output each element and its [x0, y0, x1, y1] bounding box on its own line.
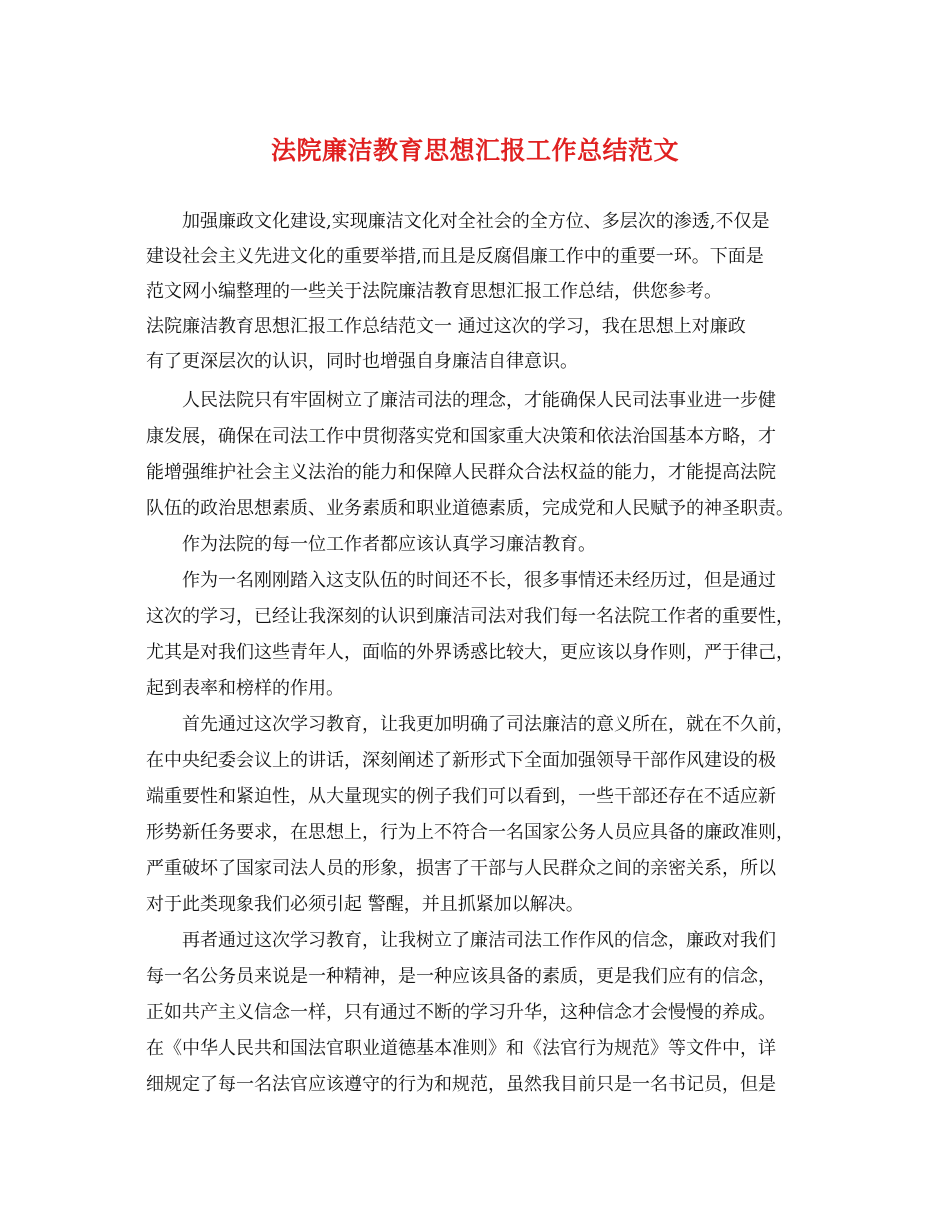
paragraph-line: 作为一名刚刚踏入这支队伍的时间还不长，很多事情还未经历过，但是通过 — [182, 570, 776, 591]
paragraph-line: 起到表率和榜样的作用。 — [146, 678, 344, 699]
paragraph-line: 建设社会主义先进文化的重要举措,而且是反腐倡廉工作中的重要一环。下面是 — [146, 246, 764, 267]
document-title: 法院廉洁教育思想汇报工作总结范文 — [270, 136, 679, 165]
paragraph-line: 尤其是对我们这些青年人，面临的外界诱惑比较大，更应该以身作则，严于律己， — [146, 642, 794, 663]
paragraph-line: 作为法院的每一位工作者都应该认真学习廉洁教育。 — [182, 534, 596, 555]
paragraph-line: 再者通过这次学习教育，让我树立了廉洁司法工作作风的信念，廉政对我们 — [182, 930, 776, 951]
paragraph-line: 法院廉洁教育思想汇报工作总结范文一 通过这次的学习，我在思想上对廉政 — [146, 316, 746, 337]
paragraph-line: 加强廉政文化建设,实现廉洁文化对全社会的全方位、多层次的渗透,不仅是 — [182, 211, 770, 232]
paragraph-line: 人民法院只有牢固树立了廉洁司法的理念，才能确保人民司法事业进一步健 — [182, 390, 776, 411]
paragraph-line: 每一名公务员来说是一种精神，是一种应该具备的素质，更是我们应有的信念， — [146, 966, 776, 987]
paragraph-line: 首先通过这次学习教育，让我更加明确了司法廉洁的意义所在，就在不久前， — [182, 714, 794, 735]
paragraph-line: 有了更深层次的认识，同时也增强自身廉洁自律意识。 — [146, 351, 578, 372]
paragraph-line: 康发展，确保在司法工作中贯彻落实党和国家重大决策和依法治国基本方略，才 — [146, 426, 776, 447]
paragraph-line: 细规定了每一名法官应该遵守的行为和规范，虽然我目前只是一名书记员，但是 — [146, 1074, 776, 1095]
paragraph-line: 形势新任务要求，在思想上，行为上不符合一名国家公务人员应具备的廉政准则， — [146, 822, 794, 843]
paragraph-line: 队伍的政治思想素质、业务素质和职业道德素质，完成党和人民赋予的神圣职责。 — [146, 498, 794, 519]
paragraph-line: 能增强维护社会主义法治的能力和保障人民群众合法权益的能力，才能提高法院 — [146, 462, 776, 483]
paragraph-line: 对于此类现象我们必须引起 警醒，并且抓紧加以解决。 — [146, 894, 584, 915]
paragraph-line: 这次的学习，已经让我深刻的认识到廉洁司法对我们每一名法院工作者的重要性， — [146, 606, 794, 627]
paragraph-line: 在中央纪委会议上的讲话，深刻阐述了新形式下全面加强领导干部作风建设的极 — [146, 750, 776, 771]
paragraph-line: 端重要性和紧迫性，从大量现实的例子我们可以看到，一些干部还存在不适应新 — [146, 786, 776, 807]
paragraph-line: 范文网小编整理的一些关于法院廉洁教育思想汇报工作总结，供您参考。 — [146, 281, 722, 302]
paragraph-line: 在《中华人民共和国法官职业道德基本准则》和《法官行为规范》等文件中，详 — [146, 1038, 776, 1059]
paragraph-line: 正如共产主义信念一样，只有通过不断的学习升华，这种信念才会慢慢的养成。 — [146, 1002, 776, 1023]
paragraph-line: 严重破坏了国家司法人员的形象，损害了干部与人民群众之间的亲密关系，所以 — [146, 858, 776, 879]
